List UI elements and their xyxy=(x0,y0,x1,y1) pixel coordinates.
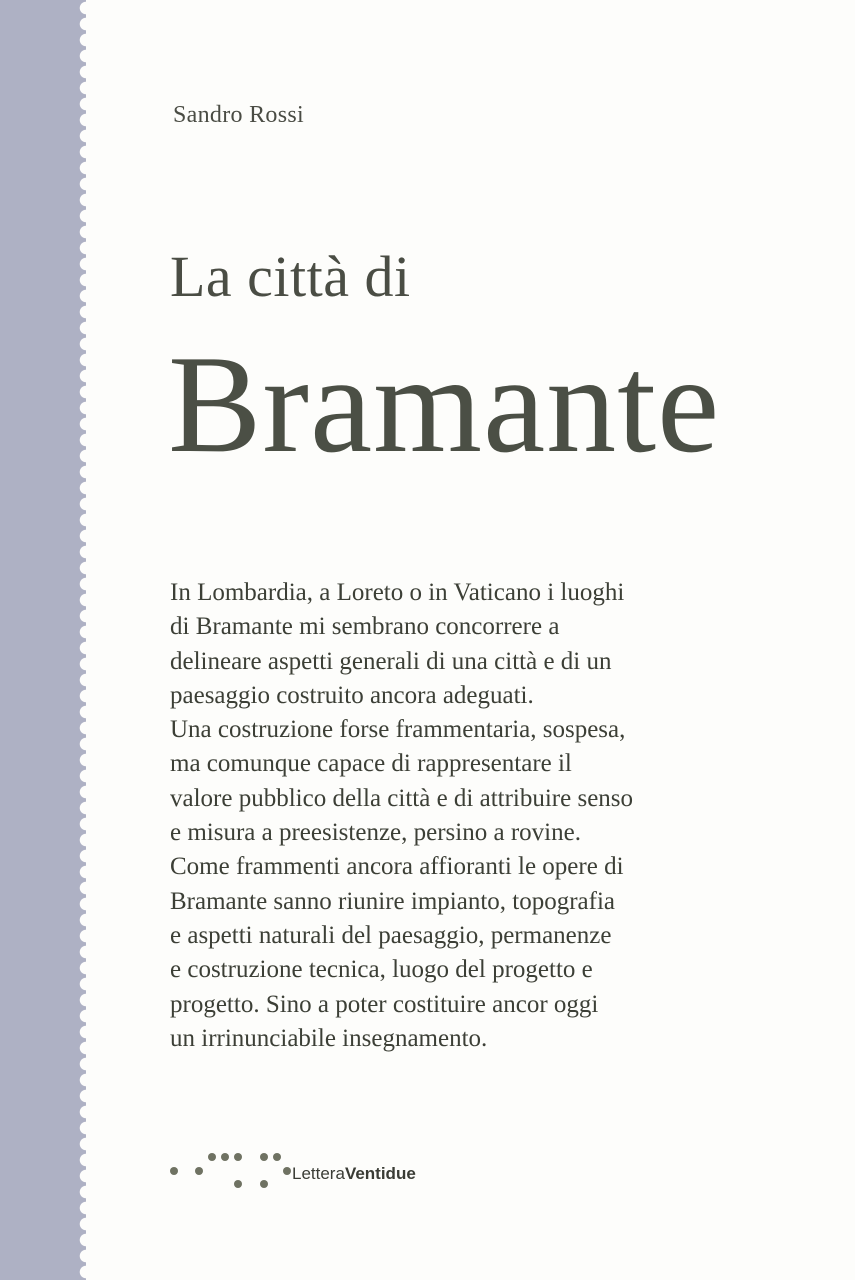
blurb-line: progetto. Sino a poter costituire ancor oggi xyxy=(170,990,599,1018)
blurb-line: di Bramante mi sembrano concorrere a xyxy=(170,613,560,641)
title-line-2: Bramante xyxy=(168,327,721,482)
blurb-line: e aspetti naturali del paesaggio, permanenze xyxy=(170,921,612,949)
title-line-1: La città di xyxy=(170,244,411,309)
blurb-line: un irrinunciabile insegnamento. xyxy=(170,1024,488,1052)
publisher-name-bold: Ventidue xyxy=(344,1164,416,1183)
blurb-line: ma comunque capace di rappresentare il xyxy=(170,750,572,778)
blurb-line: In Lombardia, a Loreto o in Vaticano i luoghi xyxy=(170,579,625,606)
blurb-line: valore pubblico della città e di attribuire senso xyxy=(170,784,634,812)
blurb-line: delineare aspetti generali di una città e di un xyxy=(170,647,612,675)
blurb-line: paesaggio costruito ancora adeguati. xyxy=(170,681,534,709)
blurb-text xyxy=(170,576,810,1056)
spine-band xyxy=(0,0,80,1280)
author-name: Sandro Rossi xyxy=(173,102,304,128)
blurb-line: Bramante sanno riunire impianto, topografia xyxy=(170,887,616,915)
publisher-name xyxy=(292,1164,416,1184)
blurb-line: Una costruzione forse frammentaria, sospesa, xyxy=(170,716,626,744)
blurb-line: Come frammenti ancora affioranti le opere di xyxy=(170,853,624,881)
publisher-name-regular: Lettera xyxy=(292,1164,345,1183)
publisher-logo xyxy=(170,1150,490,1190)
blurb-line: e costruzione tecnica, luogo del progetto e xyxy=(170,956,593,984)
perforated-edge xyxy=(72,0,86,1280)
blurb-line: e misura a preesistenze, persino a rovine. xyxy=(170,819,581,847)
